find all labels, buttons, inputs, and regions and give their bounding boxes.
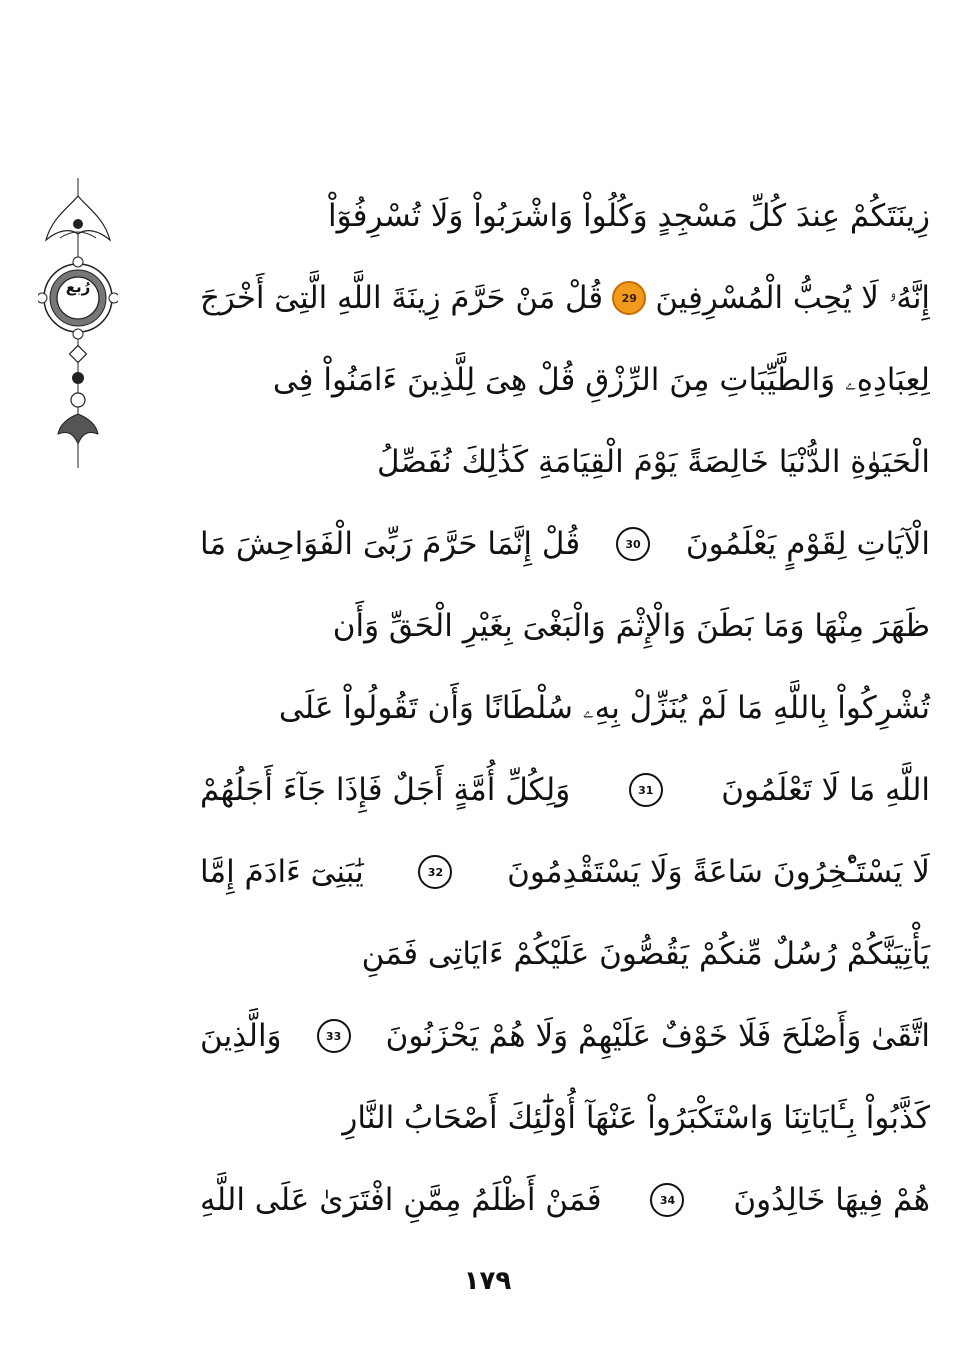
ayah-number-marker[interactable]: 31 — [629, 773, 663, 807]
ayah-number-marker[interactable]: 30 — [616, 527, 650, 561]
verse-text: اللَّهِ مَا لَا تَعْلَمُونَ — [721, 771, 930, 808]
ayah-number-marker-highlighted[interactable]: 29 — [612, 281, 646, 315]
verse-text: قُلْ مَنْ حَرَّمَ زِينَةَ اللَّهِ الَّتِىٓ أَخْرَجَ — [200, 279, 604, 316]
verse-text: لَا يَسْتَـْٔخِرُونَ سَاعَةً وَلَا يَسْتَقْدِمُونَ — [507, 853, 930, 890]
ayah-number-marker[interactable]: 34 — [650, 1183, 684, 1217]
text-line — [200, 672, 930, 744]
rub-ornament — [38, 178, 118, 468]
verse-text: قُلْ إِنَّمَا حَرَّمَ رَبِّىَ الْفَوَاحِشَ مَا — [200, 525, 581, 562]
verse-text: الْحَيَوٰةِ الدُّنْيَا خَالِصَةً يَوْمَ الْقِيَامَةِ كَذَٰلِكَ نُفَصِّلُ — [377, 443, 930, 480]
verse-text: زِينَتَكُمْ عِندَ كُلِّ مَسْجِدٍ وَكُلُواْ وَاشْرَبُواْ وَلَا تُسْرِفُوٓاْ — [328, 197, 930, 234]
text-line — [200, 262, 930, 334]
text-line — [200, 1082, 930, 1154]
verse-text: ظَهَرَ مِنْهَا وَمَا بَطَنَ وَالْإِثْمَ وَالْبَغْىَ بِغَيْرِ الْحَقِّ وَأَن — [332, 607, 930, 644]
verse-text: وَالَّذِينَ — [200, 1017, 282, 1054]
page-text — [200, 180, 930, 1218]
verse-text: إِنَّهُۥ لَا يُحِبُّ الْمُسْرِفِينَ — [655, 279, 930, 316]
text-line — [200, 180, 930, 252]
verse-text: هُمْ فِيهَا خَالِدُونَ — [733, 1181, 930, 1218]
verse-text: كَذَّبُواْ بِـَٔايَاتِنَا وَاسْتَكْبَرُواْ عَنْهَآ أُوْلَٰٓئِكَ أَصْحَابُ النَّارِ — [342, 1099, 930, 1136]
page-number: ١٧٩ — [463, 1266, 512, 1296]
text-line — [200, 508, 930, 580]
rub-label: رُبع — [65, 278, 91, 296]
text-line — [200, 426, 930, 498]
ayah-number-marker[interactable]: 33 — [317, 1019, 351, 1053]
verse-text: فَمَنْ أَظْلَمُ مِمَّنِ افْتَرَىٰ عَلَى اللَّهِ — [200, 1181, 602, 1218]
text-line — [200, 1000, 930, 1072]
hizb-quarter-ornament-icon — [38, 178, 118, 468]
text-line — [200, 344, 930, 416]
verse-text: وَلِكُلِّ أُمَّةٍ أَجَلٌ فَإِذَا جَآءَ أَجَلُهُمْ — [200, 771, 571, 808]
verse-text: تُشْرِكُواْ بِاللَّهِ مَا لَمْ يُنَزِّلْ بِهِۦ سُلْطَانًا وَأَن تَقُولُواْ عَلَى — [278, 689, 930, 726]
ayah-number-marker[interactable]: 32 — [418, 855, 452, 889]
verse-text: اتَّقَىٰ وَأَصْلَحَ فَلَا خَوْفٌ عَلَيْهِمْ وَلَا هُمْ يَحْزَنُونَ — [385, 1017, 930, 1054]
verse-text: يَٰبَنِىٓ ءَادَمَ إِمَّا — [200, 853, 364, 890]
text-line — [200, 918, 930, 990]
text-line — [200, 754, 930, 826]
verse-text: الْآيَاتِ لِقَوْمٍ يَعْلَمُونَ — [685, 525, 930, 562]
verse-text: لِعِبَادِهِۦ وَالطَّيِّبَاتِ مِنَ الرِّزْقِ قُلْ هِىَ لِلَّذِينَ ءَامَنُواْ فِى — [272, 361, 930, 398]
text-line — [200, 836, 930, 908]
text-line — [200, 590, 930, 662]
text-line — [200, 1164, 930, 1236]
verse-text: يَأْتِيَنَّكُمْ رُسُلٌ مِّنكُمْ يَقُصُّونَ عَلَيْكُمْ ءَايَاتِى فَمَنِ — [361, 935, 930, 972]
